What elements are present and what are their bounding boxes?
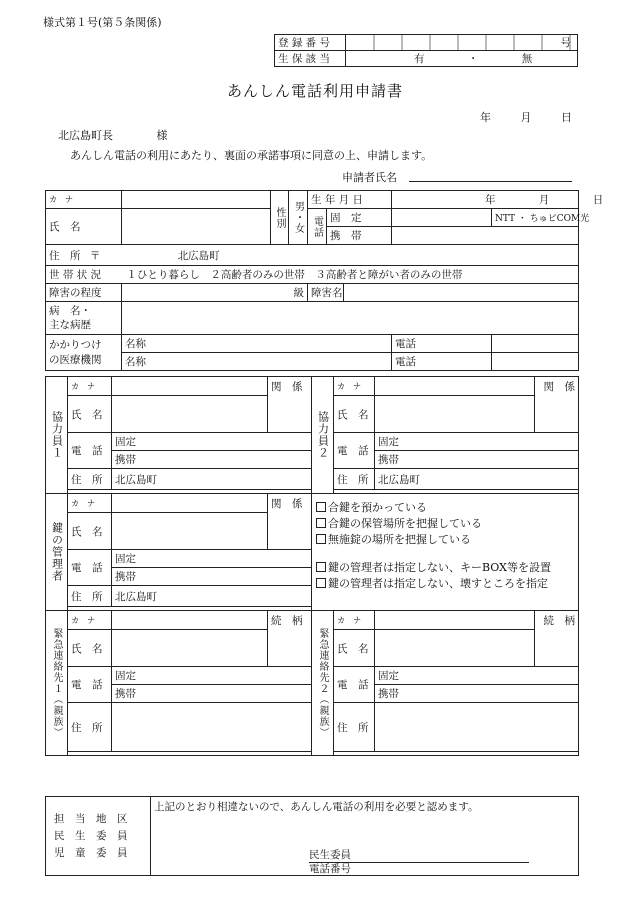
- approval-cell: [151, 797, 579, 876]
- coop1-mobile[interactable]: [112, 451, 312, 469]
- em2-mobile-label: 携帯: [378, 688, 399, 700]
- coop2-address[interactable]: [375, 469, 579, 490]
- coop2-landline-label: 固定: [378, 436, 399, 448]
- welfare-no-option[interactable]: 無: [521, 53, 533, 65]
- coop2-name-input[interactable]: [375, 396, 535, 433]
- footer-label-line2: 民 生 委 員: [54, 829, 128, 842]
- coop1-mobile-label: 携帯: [115, 454, 136, 466]
- coop1-landline[interactable]: [112, 433, 312, 451]
- coop2-phone-label: 電 話: [334, 433, 375, 469]
- em2-address[interactable]: [375, 703, 579, 752]
- registration-table: [274, 34, 578, 67]
- applicant-table: [45, 190, 604, 371]
- em1-mobile[interactable]: [112, 685, 312, 703]
- em1-kana-label: カ ナ: [68, 611, 112, 630]
- em1-kinship-label: 続 柄: [271, 615, 303, 627]
- key-option-0[interactable]: [316, 500, 574, 516]
- key-option-2[interactable]: [316, 532, 574, 548]
- em1-landline[interactable]: [112, 667, 312, 685]
- clinic-phone-input-1[interactable]: [492, 335, 579, 353]
- key-landline-label: 固定: [115, 553, 136, 565]
- checkbox-icon[interactable]: [316, 578, 326, 588]
- address-town: 北広島町: [177, 249, 220, 262]
- disability-grade-field[interactable]: [122, 284, 308, 302]
- key-option-2-text: 無施錠の場所を把握している: [328, 533, 471, 546]
- date-day: 日: [561, 111, 572, 124]
- clinic-name-row-2[interactable]: [122, 353, 392, 371]
- illness-label: [46, 302, 122, 335]
- coop1-relation-label: 関 係: [271, 381, 303, 393]
- gender-options[interactable]: 男・女: [289, 191, 308, 245]
- coop2-landline[interactable]: [375, 433, 579, 451]
- coop1-phone-label: 電 話: [68, 433, 112, 469]
- approval-table: [45, 796, 579, 876]
- key-option-0-text: 合鍵を預かっている: [328, 501, 427, 514]
- checkbox-icon[interactable]: [316, 534, 326, 544]
- clinic-name-label: 名称: [125, 338, 146, 350]
- em1-spacer: [68, 752, 312, 756]
- applicant-name-label-cell: 氏 名: [46, 209, 122, 245]
- household-label: 世 帯 状 況: [49, 269, 102, 281]
- em2-address-label: 住 所: [334, 703, 375, 752]
- household-options[interactable]: １ひとり暮らし ２高齢者のみの世帯 ３高齢者と障がい者のみの世帯: [126, 269, 463, 281]
- em2-landline-label: 固定: [378, 670, 399, 682]
- page-title: あんしん電話利用申請書: [226, 82, 403, 100]
- key-option-1[interactable]: [316, 516, 574, 532]
- coop2-mobile-label: 携帯: [378, 454, 399, 466]
- em2-landline[interactable]: [375, 667, 579, 685]
- clinic-phone-input-2[interactable]: [492, 353, 579, 371]
- em2-name-input[interactable]: [375, 630, 535, 667]
- approval-statement: 上記のとおり相違ないので、あんしん電話の利用を必要と認めます。: [154, 801, 479, 813]
- coop1-address-label: 住 所: [68, 469, 112, 490]
- registration-number-field[interactable]: [346, 35, 578, 51]
- clinic-label: [46, 335, 122, 371]
- contacts-table: [45, 376, 579, 756]
- em1-name-input[interactable]: [112, 630, 268, 667]
- illness-input[interactable]: [122, 302, 579, 335]
- clinic-name-label: 名称: [125, 356, 146, 368]
- key-option-3-text: 鍵の管理者は指定しない、キーBOX等を設置: [328, 561, 551, 574]
- key-manager-label: 鍵の管理者: [46, 494, 68, 611]
- commissioner-phone-label: 電話番号: [309, 863, 351, 875]
- key-relation[interactable]: [268, 494, 312, 550]
- key-option-4[interactable]: [316, 576, 574, 592]
- coop1-kana-label: カ ナ: [68, 377, 112, 396]
- applicant-name-input[interactable]: [122, 209, 271, 245]
- key-phone-label: 電 話: [68, 550, 112, 586]
- key-options: [312, 494, 579, 611]
- coop2-relation[interactable]: [535, 377, 579, 433]
- emergency2-label: 緊急連絡先２（親族）: [312, 611, 334, 756]
- checkbox-icon[interactable]: [316, 502, 326, 512]
- applicant-kana-label: カ ナ: [46, 191, 122, 209]
- date-month: 月: [520, 111, 532, 124]
- key-town: 北広島町: [115, 590, 157, 603]
- em1-kinship[interactable]: [268, 611, 312, 667]
- coop1-name-input[interactable]: [112, 396, 268, 433]
- welfare-yes-option[interactable]: 有: [414, 53, 425, 65]
- clinic-phone-label-2: 電話: [392, 353, 492, 371]
- key-kana-input[interactable]: [112, 494, 268, 513]
- cooperator1-label: 協力員１: [46, 377, 68, 494]
- carrier-options[interactable]: NTT ・ ちゅピCOM光: [492, 209, 579, 227]
- key-name-input[interactable]: [112, 513, 268, 550]
- coop2-kana-label: カ ナ: [334, 377, 375, 396]
- registration-number-label: 登 録 番 号: [275, 35, 346, 51]
- phone-label: 電話: [308, 209, 327, 245]
- em1-address-label: 住 所: [68, 703, 112, 752]
- key-option-4-text: 鍵の管理者は指定しない、壊すところを指定: [328, 577, 548, 590]
- key-option-3[interactable]: [316, 560, 574, 576]
- clinic-label-line2: の医療機関: [49, 353, 102, 366]
- coop2-address-label: 住 所: [334, 469, 375, 490]
- em2-kana-label: カ ナ: [334, 611, 375, 630]
- illness-label-line1: 病 名・: [49, 305, 91, 317]
- welfare-label: 生 保 該 当: [275, 51, 346, 67]
- applicant-address-row[interactable]: [46, 245, 579, 266]
- disability-name-label: 障害名: [308, 284, 344, 302]
- illness-label-line2: 主な病歴: [49, 319, 91, 331]
- gender-label: 性別: [271, 191, 289, 245]
- coop1-name-label: 氏 名: [68, 396, 112, 433]
- key-address[interactable]: [112, 586, 312, 607]
- key-relation-label: 関 係: [271, 498, 303, 510]
- coop1-kana-input[interactable]: [112, 377, 268, 396]
- addressee: [58, 127, 168, 143]
- em1-mobile-label: 携帯: [115, 688, 136, 700]
- coop2-mobile[interactable]: [375, 451, 579, 469]
- key-option-1-text: 合鍵の保管場所を把握している: [328, 517, 482, 530]
- birth-day: 日: [592, 194, 604, 206]
- coop1-town: 北広島町: [115, 473, 157, 486]
- address-label: 住 所: [49, 249, 81, 262]
- key-mobile[interactable]: [112, 568, 312, 586]
- footer-label-line3: 児 童 委 員: [54, 846, 128, 859]
- coop1-address[interactable]: [112, 469, 312, 490]
- coop2-town: 北広島町: [378, 473, 420, 486]
- disability-name-input[interactable]: [344, 284, 579, 302]
- em2-spacer: [334, 752, 579, 756]
- coop2-name-label: 氏 名: [334, 396, 375, 433]
- honorific: 様: [156, 129, 168, 142]
- application-date[interactable]: [480, 109, 572, 125]
- em2-phone-label: 電 話: [334, 667, 375, 703]
- coop2-kana-input[interactable]: [375, 377, 535, 396]
- mobile-label: 携 帯: [327, 227, 392, 245]
- checkbox-icon[interactable]: [316, 518, 326, 528]
- clinic-phone-label-1: 電話: [392, 335, 492, 353]
- key-kana-label: カ ナ: [68, 494, 112, 513]
- em1-address[interactable]: [112, 703, 312, 752]
- landline-label: 固 定: [327, 209, 392, 227]
- coop1-relation[interactable]: [268, 377, 312, 433]
- welfare-dot: ・: [467, 53, 479, 65]
- mobile-input[interactable]: [392, 227, 579, 245]
- em2-kinship-label: 続 柄: [543, 615, 575, 627]
- applicant-kana-input[interactable]: [122, 191, 271, 209]
- addressee-name: 北広島町長: [58, 129, 113, 142]
- clinic-label-line1: かかりつけ: [49, 338, 102, 351]
- applicant-name-line[interactable]: [409, 181, 572, 182]
- em1-kana-input[interactable]: [112, 611, 268, 630]
- landline-input[interactable]: [392, 209, 492, 227]
- registration-number-suffix: 号: [560, 37, 571, 49]
- date-year: 年: [480, 111, 491, 124]
- coop1-landline-label: 固定: [115, 436, 136, 448]
- birth-date-field[interactable]: [392, 191, 604, 209]
- emergency1-label: 緊急連絡先１（親族）: [46, 611, 68, 756]
- checkbox-icon[interactable]: [316, 562, 326, 572]
- em1-name-label: 氏 名: [68, 630, 112, 667]
- cooperator2-label: 協力員２: [312, 377, 334, 494]
- household-row[interactable]: [46, 266, 579, 284]
- em2-kinship[interactable]: [535, 611, 579, 667]
- clinic-name-row-1[interactable]: [122, 335, 392, 353]
- coop2-relation-label: 関 係: [543, 381, 575, 393]
- em2-name-label: 氏 名: [334, 630, 375, 667]
- footer-label-line1: 担 当 地 区: [54, 812, 128, 825]
- birth-month: 月: [538, 194, 550, 206]
- key-mobile-label: 携帯: [115, 571, 136, 583]
- postal-mark: 〒: [89, 249, 101, 262]
- birth-date-label: 生 年 月 日: [308, 191, 392, 209]
- disability-label: 障害の程度: [46, 284, 122, 302]
- birth-year: 年: [485, 194, 496, 206]
- consent-statement: あんしん電話の利用にあたり、裏面の承諾事項に同意の上、申請します。: [70, 149, 433, 162]
- key-name-label: 氏 名: [68, 513, 112, 550]
- key-landline[interactable]: [112, 550, 312, 568]
- key-address-label: 住 所: [68, 586, 112, 607]
- em2-kana-input[interactable]: [375, 611, 535, 630]
- grade-label: 級: [293, 287, 304, 299]
- em1-phone-label: 電 話: [68, 667, 112, 703]
- em1-landline-label: 固定: [115, 670, 136, 682]
- district-commissioner-label: [46, 797, 151, 876]
- form-number: 様式第１号(第５条関係): [43, 16, 162, 29]
- commissioner-phone[interactable]: [309, 861, 351, 876]
- welfare-field[interactable]: [346, 51, 578, 67]
- commissioner-label: 民生委員: [309, 849, 351, 861]
- applicant-name-label: 申請者氏名: [342, 171, 397, 184]
- em2-mobile[interactable]: [375, 685, 579, 703]
